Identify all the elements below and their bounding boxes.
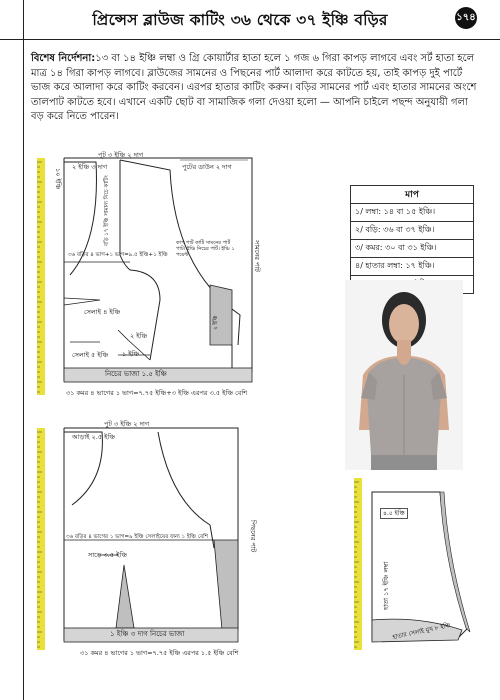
page-title: প্রিন্সেস ব্লাউজ কাটিং ৩৬ থেকে ৩৭ ইঞ্চি বড়ির xyxy=(92,11,388,29)
page-number-badge: ১৭৪ xyxy=(455,7,477,29)
front-shoulder-label: পুটের ডাউন ২ দাগ xyxy=(182,163,232,171)
measurement-row: ১/ লম্বা: ১৪ বা ১৫ ইঞ্চি। xyxy=(351,204,474,222)
front-armhole-note: কাপ পার্ট কাটি সামনের পার্ট পাট। ইঞ্চি নিচের পার্ট। ইঞ্চি ১ পয়েন্ট xyxy=(176,240,235,258)
sleeve-bottom-label: হাতার সেলাই মুখ ৮ ইঞ্চি xyxy=(391,621,452,642)
front-chest-line-label: ৩৬ বড়ির ৪ ভাগ+১ ভাগ=৯.৫ ইঞ্চি+১ ইঞ্চি xyxy=(68,252,168,258)
measurement-heading: মাপ xyxy=(351,186,474,204)
front-side-label: ১০ ইঞ্চি xyxy=(54,168,62,190)
front-shaded-label: ২ ইঞ্চি xyxy=(213,315,219,330)
back-top-label: পুট ৩ ইঞ্চি ২ দাগ xyxy=(104,420,150,428)
front-bust-label: বড়ি ১৭ ইঞ্চি সামান্য নিচে কাটিং xyxy=(104,175,110,246)
back-caption: ৩১ কমর ৪ ভাগের ১ ভাগ=৭.৭৫ ইঞ্চি এরপর ১.৫ ইঞ্চি বেশি xyxy=(80,649,239,657)
back-neck-label: আড়াই ২.৫ ইঞ্চি xyxy=(72,433,116,441)
back-dart-label: সাড়ে ৩.৫ ইঞ্চি xyxy=(88,551,127,559)
front-small-label-2: ২ ইঞ্চি xyxy=(130,332,148,340)
measurement-row: ২/ বড়ি: ৩৬ বা ৩৭ ইঞ্চি। xyxy=(351,222,474,240)
front-small-label-1: ১ ইঞ্চি xyxy=(122,350,140,358)
instructions-text: ১৩ বা ১৪ ইঞ্চি লম্বা ও গ্রি কোয়ার্টার হাতা হলে ১ গজ ৬ গিরা কাপড় লাগবে এবং সর্ট হাতা হলে মাত্র ১৪ গিরা কাপড় লাগবে। ব্লাউজের সামনের ও পিছনের পার্ট আলাদা করে কাটতে হয়, তাই কাপড় দুই পার্টে ভাজ করে আলাদা করে কাটিং করবেন। এরপর হাতার কাটিং করুন। বড়ির সামনের পার্ট এবং হাতার সামনের অংশে তালপাট কাটতে হবে। এখানে একটি ছোট বা সামাজিক গলা দেওয়া হলো — আপনি চাইলে পছন্দ অনুযায়ী গলা বড় করে নিতে পারেন। xyxy=(31,53,477,123)
front-caption: ৩১ কমর ৪ ভাগের ১ ভাগ=৭.৭৫ ইঞ্চি+৩ ইঞ্চি এরপর ৩.৫ ইঞ্চি বেশি xyxy=(66,389,248,397)
front-top-label: পুট ৩ ইঞ্চি ২ দাগ xyxy=(98,151,144,159)
front-waist-label: নিচের ভাজা ১.৫ ইঞ্চি xyxy=(105,370,167,378)
measurement-row: ৪/ হাতার লম্বা: ১৭ ইঞ্চি। xyxy=(351,258,474,276)
front-sewing-label: সেলাই ৪ ইঞ্চি xyxy=(84,308,121,316)
sleeve-top-label: ৪.৫ ইঞ্চি xyxy=(380,508,408,519)
front-neck-label: ২ ইঞ্চি ৩ দাগ xyxy=(72,163,108,171)
back-chest-line-label: ৩৬ বড়ির ৪ ভাগের ১ ভাগ=৯ ইঞ্চি সেলাইয়ের জন্য ১ ইঞ্চি বেশি xyxy=(66,534,208,540)
front-dart-label: সেলাই ৫ ইঞ্চি xyxy=(72,351,109,359)
front-side-vertical-label: সামনের পাট xyxy=(253,240,261,272)
back-side-vertical-label: পিছনের পাট xyxy=(249,520,257,553)
back-bottom-label: ১ ইঞ্চি ৩ দাগ নিচের ভাজা xyxy=(110,630,185,638)
sleeve-vertical-label: হাতা ১৭ ইঞ্চি লম্বা xyxy=(382,561,390,610)
measurement-row: ৩/ কমর: ৩০ বা ৩১ ইঞ্চি। xyxy=(351,240,474,258)
instructions-label: বিশেষ নির্দেশনা: xyxy=(31,53,96,64)
